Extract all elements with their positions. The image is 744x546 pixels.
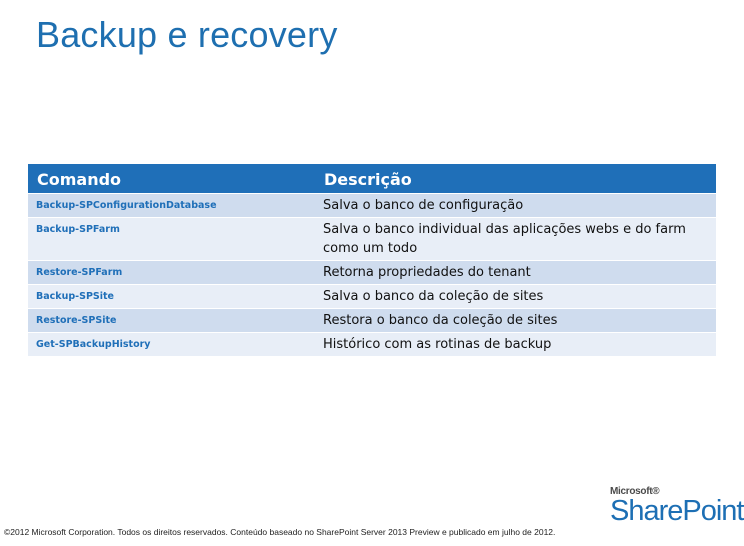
sharepoint-logo: [610, 486, 744, 530]
commands-table: [28, 164, 716, 357]
command-cell: Restore-SPSite: [28, 309, 315, 333]
table-row: [28, 194, 716, 218]
microsoft-wordmark: Microsoft®: [610, 486, 660, 497]
table-row: [28, 218, 716, 261]
column-header-command: Comando: [28, 164, 315, 194]
command-cell: Backup-SPConfigurationDatabase: [28, 194, 315, 218]
description-cell: Histórico com as rotinas de backup: [315, 333, 716, 357]
slide-title: Backup e recovery: [36, 14, 338, 55]
command-cell: Get-SPBackupHistory: [28, 333, 315, 357]
table-row: [28, 261, 716, 285]
description-cell: Salva o banco da coleção de sites: [315, 285, 716, 309]
description-cell: Salva o banco de configuração: [315, 194, 716, 218]
sharepoint-wordmark: SharePoint: [610, 495, 744, 527]
description-cell: Restora o banco da coleção de sites: [315, 309, 716, 333]
column-header-description: Descrição: [315, 164, 716, 194]
description-cell: Salva o banco individual das aplicações webs e do farm como um todo: [315, 218, 716, 261]
command-cell: Backup-SPFarm: [28, 218, 315, 261]
table-row: [28, 333, 716, 357]
table-header-row: [28, 164, 716, 194]
copyright-footer: ©2012 Microsoft Corporation. Todos os direitos reservados. Conteúdo baseado no SharePoint Server 2013 Preview e publicado em julho de 2012.: [4, 527, 556, 537]
table-row: [28, 309, 716, 333]
description-cell: Retorna propriedades do tenant: [315, 261, 716, 285]
command-cell: Backup-SPSite: [28, 285, 315, 309]
table-row: [28, 285, 716, 309]
command-cell: Restore-SPFarm: [28, 261, 315, 285]
